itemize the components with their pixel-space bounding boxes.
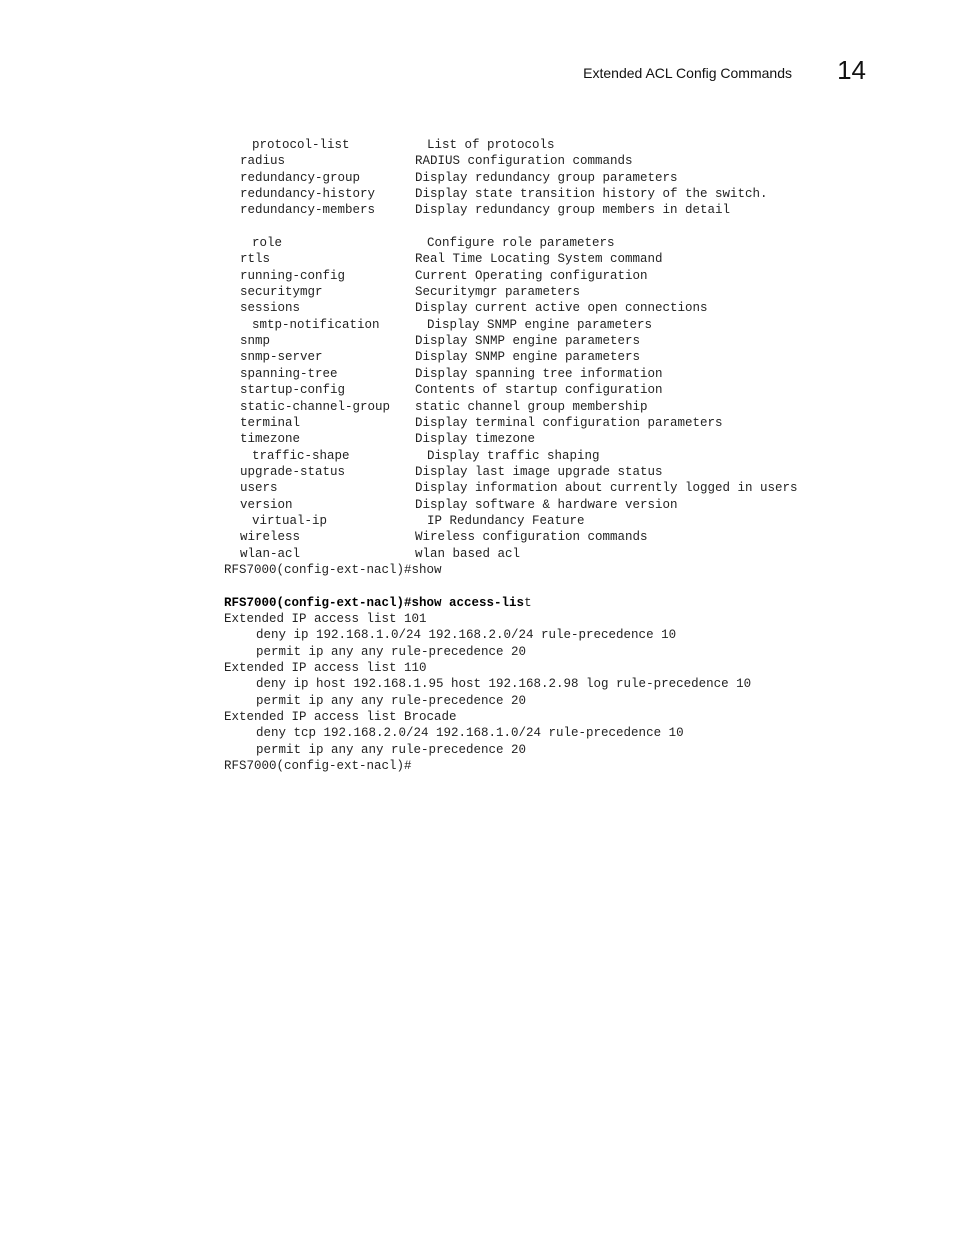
option-description: Display SNMP engine parameters	[415, 334, 641, 349]
option-command: upgrade-status	[240, 464, 346, 479]
option-row	[224, 333, 864, 349]
code-line	[224, 578, 864, 594]
output-text: Extended IP access list Brocade	[224, 710, 457, 725]
option-description: Display timezone	[415, 432, 536, 447]
prompt-show: RFS7000(config-ext-nacl)#show	[224, 562, 442, 577]
option-command: wlan-acl	[240, 546, 301, 561]
option-command: protocol-list	[252, 138, 350, 152]
option-row	[224, 219, 864, 235]
output-text: permit ip any any rule-precedence 20	[256, 742, 527, 757]
option-row	[224, 382, 864, 398]
option-description: Display software & hardware version	[415, 497, 678, 512]
output-text: Extended IP access list 101	[224, 611, 427, 626]
option-command: users	[240, 481, 278, 496]
command-bold: RFS7000(config-ext-nacl)#show access-lis	[224, 595, 525, 610]
option-command: virtual-ip	[252, 513, 328, 528]
option-description: IP Redundancy Feature	[427, 513, 585, 528]
option-row	[224, 317, 864, 333]
chapter-number: 14	[837, 55, 866, 85]
option-row	[224, 546, 864, 562]
option-row	[224, 448, 864, 464]
option-command: redundancy-history	[240, 187, 376, 202]
option-command: snmp-server	[240, 350, 323, 365]
option-row	[224, 300, 864, 316]
option-row	[224, 529, 864, 545]
option-command: role	[252, 236, 283, 251]
option-row	[224, 153, 864, 169]
option-description: Display last image upgrade status	[415, 464, 663, 479]
output-line	[224, 709, 864, 725]
option-command: securitymgr	[240, 285, 323, 300]
option-row	[224, 366, 864, 382]
option-row	[224, 480, 864, 496]
output-line	[224, 660, 864, 676]
output-line	[224, 611, 864, 627]
option-command: running-config	[240, 268, 346, 283]
output-text: Extended IP access list 110	[224, 661, 427, 675]
option-row	[224, 235, 864, 251]
output-text: permit ip any any rule-precedence 20	[256, 693, 527, 708]
output-text: deny tcp 192.168.2.0/24 192.168.1.0/24 rule-precedence 10	[256, 726, 684, 741]
option-command: wireless	[240, 530, 301, 545]
command-options-list	[224, 137, 864, 562]
option-command: radius	[240, 154, 286, 169]
output-text: RFS7000(config-ext-nacl)#	[224, 759, 412, 774]
option-row	[224, 464, 864, 480]
option-description: Securitymgr parameters	[415, 285, 581, 300]
option-description: Display SNMP engine parameters	[415, 350, 641, 365]
option-row	[224, 170, 864, 186]
command-line	[224, 595, 864, 611]
option-row	[224, 268, 864, 284]
option-command: snmp	[240, 334, 271, 349]
code-block	[224, 137, 864, 774]
option-description: Display current active open connections	[415, 301, 708, 316]
option-row	[224, 251, 864, 267]
option-row	[224, 202, 864, 218]
option-row	[224, 137, 864, 153]
option-command: smtp-notification	[252, 317, 380, 332]
option-description: Display traffic shaping	[427, 448, 600, 463]
option-row	[224, 497, 864, 513]
option-description: Real Time Locating System command	[415, 252, 663, 267]
option-row	[224, 513, 864, 529]
option-description: Display information about currently logged in users	[415, 481, 798, 496]
option-command: rtls	[240, 252, 271, 267]
option-command: redundancy-group	[240, 170, 361, 185]
option-row	[224, 349, 864, 365]
output-line	[224, 676, 864, 692]
running-header: Extended ACL Config Commands	[583, 65, 792, 81]
option-description: Display state transition history of the switch.	[415, 187, 768, 202]
option-command: timezone	[240, 432, 301, 447]
option-description: Contents of startup configuration	[415, 383, 663, 398]
option-description: Display spanning tree information	[415, 366, 663, 381]
output-line	[224, 644, 864, 660]
option-description: Display SNMP engine parameters	[427, 317, 653, 332]
option-description: Display terminal configuration parameters	[415, 415, 723, 430]
option-row	[224, 399, 864, 415]
output-line	[224, 627, 864, 643]
option-command: terminal	[240, 415, 301, 430]
option-command: traffic-shape	[252, 448, 350, 463]
output-text: deny ip host 192.168.1.95 host 192.168.2.98 log rule-precedence 10	[256, 677, 752, 692]
option-row	[224, 415, 864, 431]
command-rest: t	[524, 595, 532, 610]
option-row	[224, 284, 864, 300]
option-description: wlan based acl	[415, 546, 521, 561]
output-text: permit ip any any rule-precedence 20	[256, 644, 527, 659]
option-description: List of protocols	[427, 138, 555, 152]
output-text: deny ip 192.168.1.0/24 192.168.2.0/24 rule-precedence 10	[256, 628, 677, 643]
option-description: static channel group membership	[415, 399, 648, 414]
output-line	[224, 742, 864, 758]
option-description: Wireless configuration commands	[415, 530, 648, 545]
option-command: spanning-tree	[240, 366, 338, 381]
output-line	[224, 725, 864, 741]
option-row	[224, 186, 864, 202]
option-row	[224, 431, 864, 447]
option-description: RADIUS configuration commands	[415, 154, 633, 169]
output-line	[224, 758, 864, 774]
option-description: Current Operating configuration	[415, 268, 648, 283]
command-output	[224, 611, 864, 774]
option-command: sessions	[240, 301, 301, 316]
option-description: Display redundancy group members in detail	[415, 203, 731, 218]
option-command: version	[240, 497, 293, 512]
option-command: static-channel-group	[240, 399, 391, 414]
option-description: Display redundancy group parameters	[415, 170, 678, 185]
option-command: startup-config	[240, 383, 346, 398]
output-line	[224, 693, 864, 709]
option-command: redundancy-members	[240, 203, 376, 218]
code-line	[224, 562, 864, 578]
option-description: Configure role parameters	[427, 236, 615, 251]
